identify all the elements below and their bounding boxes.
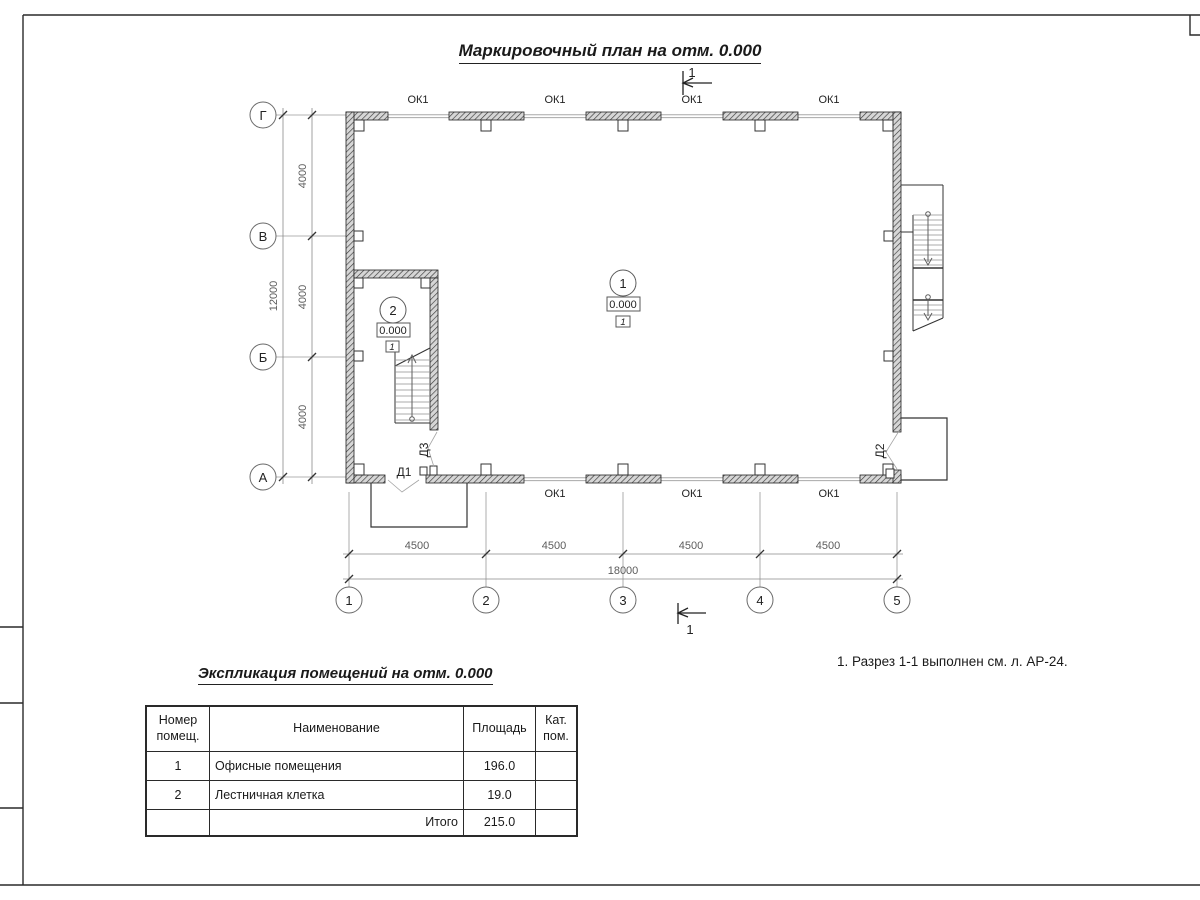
door-mark: Д3 (417, 442, 431, 458)
svg-text:1: 1 (620, 317, 626, 328)
header-room-name: Наименование (210, 706, 464, 751)
header-room-area: Площадь (464, 706, 536, 751)
axis-col-label: 3 (619, 593, 627, 608)
svg-text:1: 1 (619, 276, 627, 291)
section-number: 1 (688, 65, 696, 80)
window-mark: ОК1 (818, 488, 840, 500)
staircase-room2 (395, 348, 430, 423)
cell-empty (536, 809, 578, 836)
entrance-porch (371, 483, 467, 527)
svg-text:0.000: 0.000 (609, 299, 637, 311)
dim-label: 18000 (607, 565, 639, 577)
svg-text:0.000: 0.000 (379, 325, 407, 337)
window-mark: ОК1 (681, 488, 703, 500)
dim-label: 4500 (815, 540, 841, 552)
table-total-row (146, 809, 577, 836)
axis-row-label: В (258, 229, 268, 244)
stair-direction-arrow (924, 212, 932, 320)
door-mark: Д1 (396, 465, 412, 479)
axis-col-label: 1 (345, 593, 353, 608)
axis-row-label: Б (258, 350, 268, 365)
dim-label: 12000 (268, 280, 280, 312)
axis-row-label: Г (259, 108, 267, 123)
drawing-title-text: Маркировочный план на отм. 0.000 (459, 41, 762, 64)
door-mark: Д2 (873, 443, 887, 459)
cell-room-area: 19.0 (464, 780, 536, 809)
stair-direction-arrow (408, 355, 416, 421)
axis-row-label: А (258, 470, 268, 485)
dimension-ticks (279, 111, 901, 583)
external-stair (901, 185, 943, 331)
section-number: 1 (686, 622, 694, 637)
page-title (400, 41, 820, 64)
cell-empty (146, 809, 210, 836)
room-schedule-table (145, 705, 578, 837)
table-row (146, 751, 577, 780)
dim-label: 4500 (404, 540, 430, 552)
axis-grid-lines (276, 115, 897, 587)
note-text: 1. Разрез 1-1 выполнен см. л. АР-24. (837, 654, 1068, 669)
svg-text:2: 2 (389, 303, 397, 318)
cell-room-name: Офисные помещения (210, 751, 464, 780)
total-area: 215.0 (464, 809, 536, 836)
room-1-marker (607, 270, 640, 328)
dim-label: 4500 (678, 540, 704, 552)
dim-label: 4500 (541, 540, 567, 552)
table-header-row (146, 706, 577, 751)
window-mark: ОК1 (544, 94, 566, 106)
window-mark: ОК1 (681, 94, 703, 106)
total-label: Итого (210, 809, 464, 836)
svg-text:1: 1 (389, 342, 395, 353)
section-mark-top (683, 71, 712, 95)
cell-room-number: 2 (146, 780, 210, 809)
schedule-title-text: Экспликация помещений на отм. 0.000 (198, 665, 493, 685)
schedule-title (198, 665, 493, 685)
header-room-number: Номер помещ. (146, 706, 210, 751)
window-mark: ОК1 (544, 488, 566, 500)
dim-label: 4000 (297, 404, 309, 430)
cell-room-area: 196.0 (464, 751, 536, 780)
cell-room-name: Лестничная клетка (210, 780, 464, 809)
room-2-marker (377, 297, 410, 353)
axis-col-label: 5 (893, 593, 901, 608)
opening-mark-labels (397, 94, 887, 500)
header-room-cat: Кат. пом. (536, 706, 578, 751)
axis-col-label: 2 (482, 593, 490, 608)
section-mark-bottom (678, 603, 706, 624)
dim-label: 4000 (297, 163, 309, 189)
cell-room-cat (536, 751, 578, 780)
window-mark: ОК1 (818, 94, 840, 106)
dimension-lines (283, 108, 903, 579)
cell-room-cat (536, 780, 578, 809)
exit-landing (901, 418, 947, 480)
dim-label: 4000 (297, 284, 309, 310)
table-row (146, 780, 577, 809)
window-mark: ОК1 (407, 94, 429, 106)
axis-col-label: 4 (756, 593, 764, 608)
cell-room-number: 1 (146, 751, 210, 780)
